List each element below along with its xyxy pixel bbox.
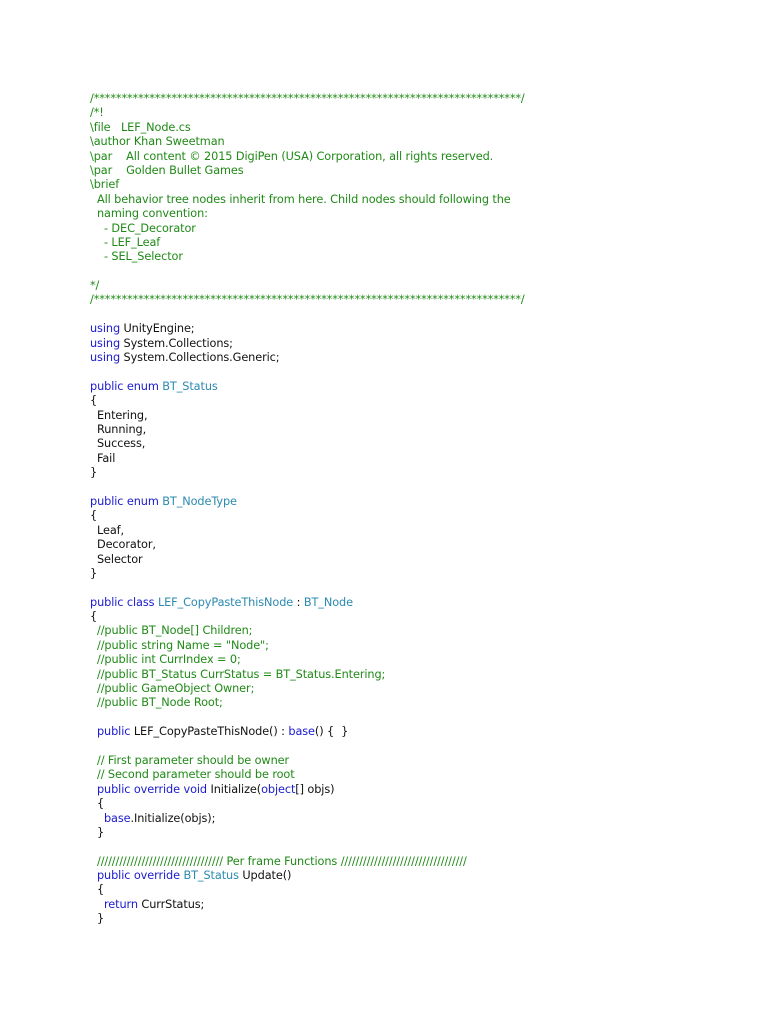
code-token-keyword: class [126,595,155,609]
code-token-type: BT_NodeType [162,494,237,508]
code-line [90,668,750,682]
code-line [90,308,750,322]
code-token-keyword: override [133,782,180,796]
code-listing [90,92,750,927]
code-line [90,754,750,768]
code-token-plain: Entering, [90,408,148,422]
code-token-keyword: base [288,725,315,739]
code-token-keyword: base [103,811,131,825]
code-token-comment: All behavior tree nodes inherit from here. Child nodes should following the [90,192,511,206]
code-token-comment: \par Golden Bullet Games [90,163,244,177]
code-token-keyword: enum [126,379,159,393]
code-token-plain: UnityEngine; [120,322,195,336]
code-line [90,883,750,897]
code-token-keyword: public [90,595,124,609]
code-line [90,840,750,854]
code-line [90,279,750,293]
code-line [90,797,750,811]
code-token-comment: //public GameObject Owner; [96,682,255,696]
code-token-plain [90,783,97,796]
code-token-plain [90,624,97,637]
code-token-keyword: object [261,782,296,796]
code-line [90,250,750,264]
code-token-plain [90,725,97,738]
code-line [90,380,750,394]
code-token-comment: - DEC_Decorator [90,221,196,235]
code-token-plain: Running, [90,422,147,436]
code-line [90,351,750,365]
code-line [90,293,750,307]
code-token-plain: } [90,912,105,926]
code-line [90,768,750,782]
code-line [90,106,750,120]
code-line [90,135,750,149]
code-token-comment: \author Khan Sweetman [90,135,225,149]
code-token-plain: Initialize( [207,782,262,796]
code-token-comment: - SEL_Selector [90,250,183,264]
code-token-keyword: using [90,351,121,365]
code-token-plain [90,812,104,825]
code-token-comment: naming convention: [90,207,208,221]
code-line [90,581,750,595]
code-token-plain: { [90,797,105,811]
code-line [90,855,750,869]
code-line [90,538,750,552]
code-token-comment: // First parameter should be owner [96,753,290,767]
code-token-plain: Selector [90,552,143,566]
code-line [90,740,750,754]
code-line [90,452,750,466]
code-line [90,121,750,135]
code-token-keyword: public [96,782,131,796]
code-token-plain: System.Collections; [120,336,233,350]
code-line [90,812,750,826]
code-token-comment: \file LEF_Node.cs [90,120,191,134]
code-token-plain [90,668,97,681]
code-line [90,481,750,495]
code-token-plain: Leaf, [90,523,125,537]
code-line [90,682,750,696]
code-line [90,150,750,164]
code-token-keyword: public [90,379,124,393]
code-token-comment: */ [90,279,100,293]
code-token-comment: - LEF_Leaf [90,235,161,249]
code-token-keyword: public [96,725,131,739]
code-token-plain [90,869,97,882]
code-token-plain: LEF_CopyPasteThisNode() : [130,725,289,739]
code-line [90,524,750,538]
code-line [90,495,750,509]
code-line [90,222,750,236]
code-token-plain [90,768,97,781]
code-line [90,164,750,178]
code-token-comment: //public string Name = "Node"; [96,638,269,652]
code-token-plain [90,898,104,911]
code-line [90,193,750,207]
code-line [90,869,750,883]
code-line [90,337,750,351]
code-token-plain: Update() [238,869,292,883]
code-token-type: BT_Node [303,595,353,609]
code-line [90,265,750,279]
code-line [90,236,750,250]
code-token-keyword: override [133,869,180,883]
code-token-plain: Success, [90,437,146,451]
code-token-comment: //public BT_Status CurrStatus = BT_Status.Entering; [96,667,386,681]
code-line [90,610,750,624]
code-token-comment: // Second parameter should be root [96,768,295,782]
code-line [90,567,750,581]
code-token-plain: CurrStatus; [137,897,205,911]
code-token-plain [90,855,97,868]
code-token-plain: } [90,466,98,480]
code-token-plain: Decorator, [90,538,156,552]
code-token-keyword: public [96,869,131,883]
code-line [90,423,750,437]
code-line [90,92,750,106]
code-token-plain [90,754,97,767]
code-line [90,653,750,667]
code-token-type: BT_Status [162,379,218,393]
code-token-plain: { [90,610,98,624]
code-line [90,322,750,336]
code-token-comment: /*****************************************************************************/ [90,92,525,105]
code-token-plain [90,696,97,709]
code-token-comment: /*! [90,106,104,120]
code-line [90,207,750,221]
code-token-comment: \par All content © 2015 DigiPen (USA) Corporation, all rights reserved. [90,149,494,163]
code-token-plain: .Initialize(objs); [130,811,216,825]
code-token-comment: //public BT_Node Root; [96,696,223,710]
code-line [90,826,750,840]
code-line [90,696,750,710]
code-token-plain: } [90,825,105,839]
code-token-type: LEF_CopyPasteThisNode [157,595,294,609]
code-token-comment: /*****************************************************************************/ [90,293,525,307]
code-token-keyword: using [90,336,121,350]
code-line [90,912,750,926]
code-token-plain: Fail [90,451,116,465]
code-line [90,711,750,725]
code-token-keyword: void [183,782,207,796]
code-token-plain: : [293,595,304,609]
code-token-type: BT_Status [183,869,239,883]
code-token-comment: //public int CurrIndex = 0; [96,653,241,667]
code-line [90,178,750,192]
code-line [90,725,750,739]
code-line [90,466,750,480]
code-token-comment: \brief [90,178,120,192]
code-token-keyword: return [103,897,138,911]
code-line [90,783,750,797]
code-line [90,639,750,653]
code-token-plain: { [90,509,98,523]
code-token-plain [90,639,97,652]
code-line [90,596,750,610]
code-line [90,437,750,451]
code-line [90,365,750,379]
code-token-keyword: public [90,494,124,508]
code-token-comment: //public BT_Node[] Children; [96,624,253,638]
code-line [90,409,750,423]
code-token-plain [90,653,97,666]
code-token-plain: System.Collections.Generic; [120,351,280,365]
code-line [90,509,750,523]
code-token-plain [90,682,97,695]
code-token-plain: { [90,394,98,408]
code-token-keyword: using [90,322,121,336]
code-token-keyword: enum [126,494,159,508]
code-token-plain: [] objs) [295,782,335,796]
code-line [90,553,750,567]
code-line [90,394,750,408]
code-line [90,898,750,912]
code-token-plain: } [90,566,98,580]
code-line [90,624,750,638]
code-token-plain: () { } [314,725,349,739]
code-token-comment: ////////////////////////////////// Per frame Functions ////////////////////////////////// [96,854,467,868]
code-token-plain: { [90,883,105,897]
